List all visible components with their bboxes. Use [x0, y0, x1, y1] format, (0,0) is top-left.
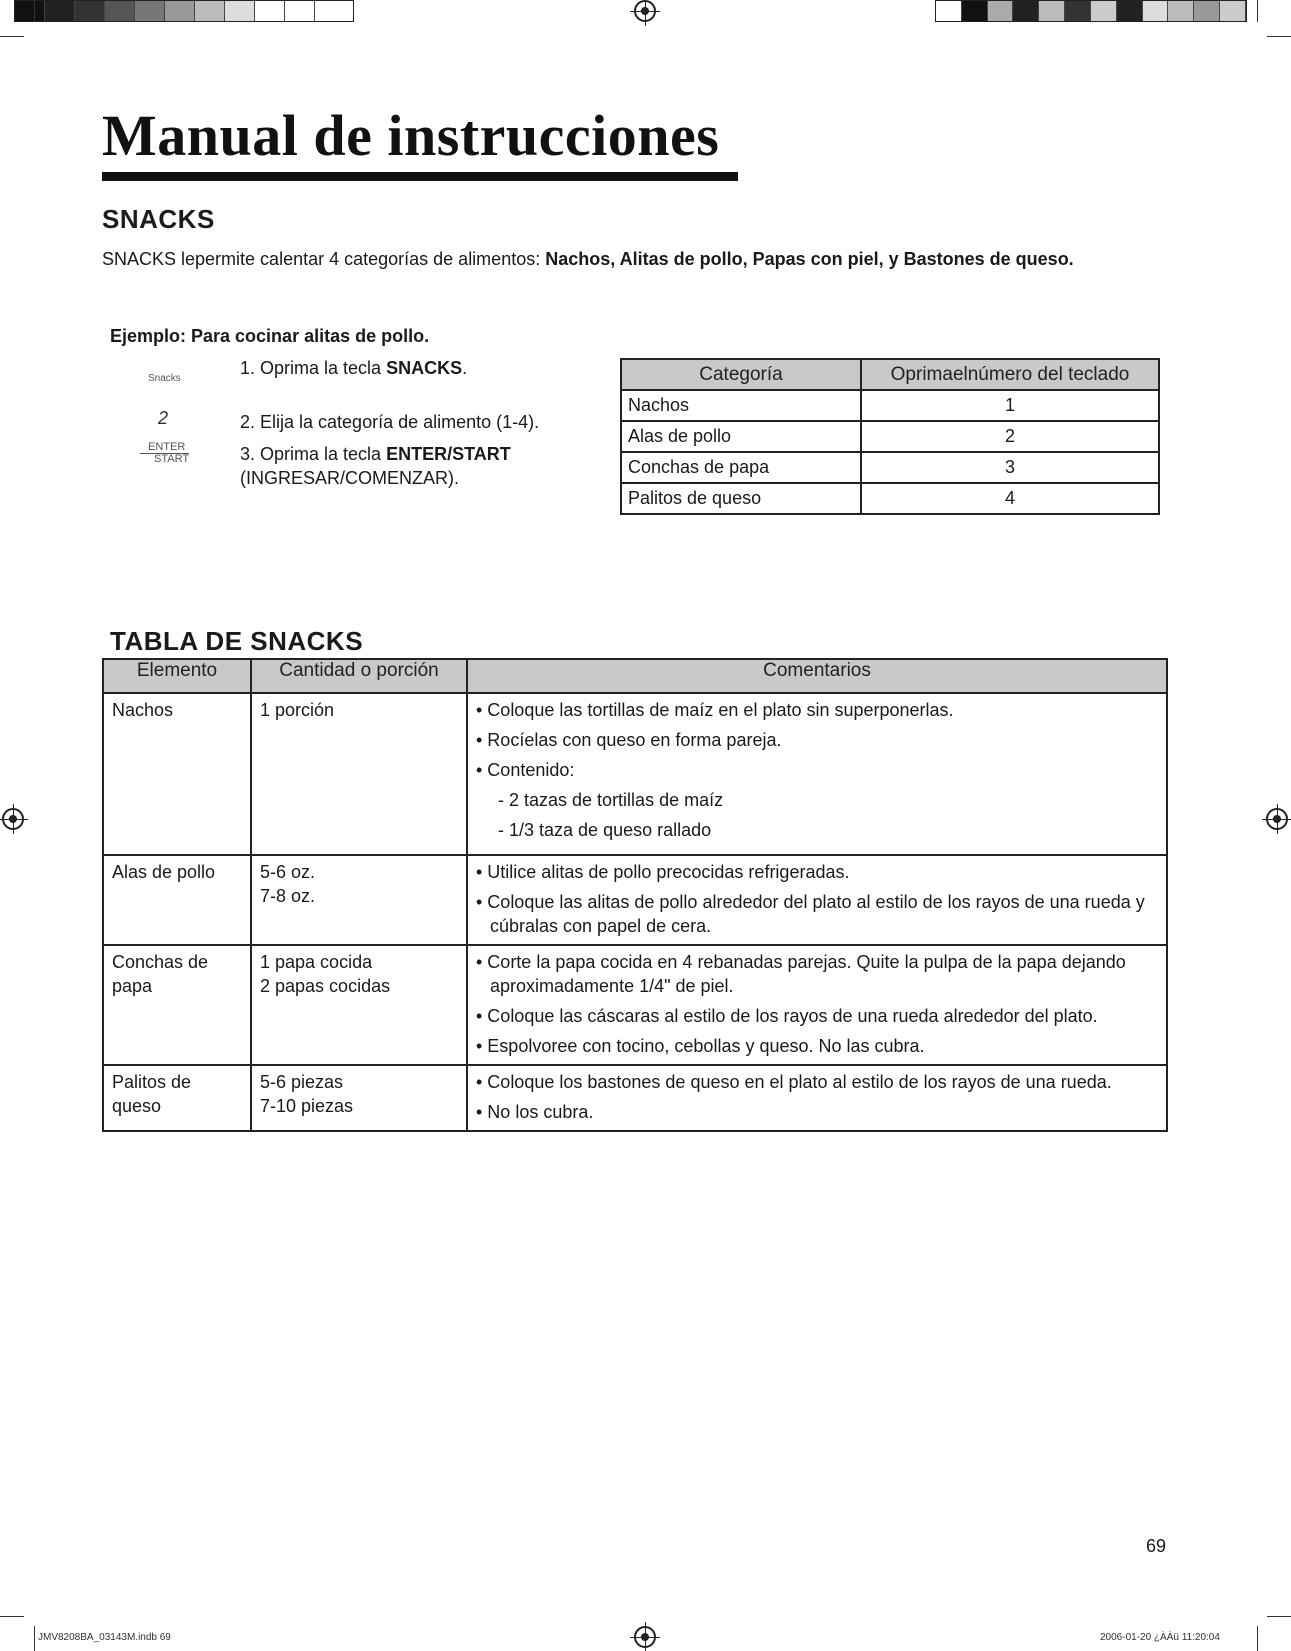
comment-line: • Coloque los bastones de queso en el plato al estilo de los rayos de una rueda.: [476, 1072, 1112, 1092]
table-row: [103, 693, 1167, 855]
table-row: [103, 945, 1167, 1065]
quantity-cell: [251, 693, 467, 855]
start-key-label: START: [154, 453, 190, 465]
category-table: [620, 358, 1160, 515]
crop-mark: [1267, 36, 1291, 37]
crop-mark: [0, 36, 24, 37]
category-name: Alas de pollo: [621, 421, 861, 452]
snacks-key-icon: Snacks: [148, 373, 181, 384]
crop-mark: [34, 1626, 35, 1651]
quantity-line: 5-6 oz.: [260, 862, 316, 882]
step-3: [240, 442, 511, 490]
comments-cell: [467, 1065, 1167, 1131]
registration-mark-top: [634, 0, 656, 22]
table-row: [103, 1065, 1167, 1131]
quantity-line: 7-8 oz.: [260, 886, 316, 906]
footer-file-info: JMV8208BA_03143M.indb 69: [38, 1632, 171, 1643]
registration-mark-left: [2, 808, 24, 830]
quantity-cell: [251, 1065, 467, 1131]
snack-table-header: [103, 659, 1167, 693]
quantity-cell: [251, 855, 467, 945]
step-3-text: 3. Oprima la tecla: [240, 444, 387, 464]
category-name: Conchas de papa: [621, 452, 861, 483]
color-bar-left: [14, 0, 354, 22]
number-key-icon: 2: [158, 408, 169, 428]
enter-start-key-icon: [140, 442, 189, 465]
section-heading-tabla-snacks: TABLA DE SNACKS: [110, 626, 364, 656]
category-name: Nachos: [621, 390, 861, 421]
step-3-key: ENTER/START: [386, 444, 511, 464]
comment-line: • Espolvoree con tocino, cebollas y queso. No las cubra.: [476, 1036, 925, 1056]
comment-subline: - 1/3 taza de queso rallado: [498, 820, 712, 840]
category-number: 4: [861, 483, 1159, 514]
comment-line: • Coloque las tortillas de maíz en el plato sin superponerlas.: [476, 700, 954, 720]
comments-cell: [467, 945, 1167, 1065]
quantity-line: 7-10 piezas: [260, 1096, 354, 1116]
comment-line: • No los cubra.: [476, 1102, 594, 1122]
header-numero-teclado: Oprimaelnúmero del teclado: [861, 359, 1159, 390]
category-name: Palitos de queso: [621, 483, 861, 514]
page-title: Manual de instrucciones: [102, 103, 720, 168]
quantity-line: 5-6 piezas: [260, 1072, 344, 1092]
table-row: [621, 452, 1159, 483]
comment-line: • Coloque las alitas de pollo alrededor del plato al estilo de los rayos de una rueda y cúbralas con papel de cera.: [476, 892, 1145, 936]
header-comentarios: Comentarios: [467, 659, 1167, 693]
crop-mark: [0, 1616, 24, 1617]
registration-mark-right: [1266, 808, 1288, 830]
intro-text: SNACKS lepermite calentar 4 categorías de alimentos:: [102, 249, 546, 269]
comment-line: • Rocíelas con queso en forma pareja.: [476, 730, 782, 750]
category-table-header: [621, 359, 1159, 390]
intro-bold-text: Nachos, Alitas de pollo, Papas con piel, y Bastones de queso.: [545, 249, 1074, 269]
table-row: [103, 855, 1167, 945]
table-row: [621, 483, 1159, 514]
crop-mark: [1257, 0, 1258, 22]
step-1: [240, 356, 467, 380]
comment-subline: - 2 tazas de tortillas de maíz: [498, 790, 724, 810]
crop-mark: [1267, 1616, 1291, 1617]
section-heading-snacks: SNACKS: [102, 204, 215, 234]
snack-table: [102, 658, 1168, 1132]
item-cell: Conchas de papa: [103, 945, 251, 1065]
quantity-line: 1 porción: [260, 700, 335, 720]
crop-mark: [34, 0, 35, 22]
example-heading: Ejemplo: Para cocinar alitas de pollo.: [110, 326, 430, 346]
intro-paragraph: [102, 246, 1162, 272]
step-1-suffix: .: [462, 358, 468, 378]
title-underline: [102, 172, 738, 181]
comments-cell: [467, 693, 1167, 855]
category-number: 3: [861, 452, 1159, 483]
crop-mark: [1257, 1626, 1258, 1651]
color-bar-right: [935, 0, 1247, 22]
header-elemento: Elemento: [103, 659, 251, 693]
registration-mark-bottom: [634, 1626, 656, 1648]
quantity-line: 2 papas cocidas: [260, 976, 391, 996]
item-cell: Palitos de queso: [103, 1065, 251, 1131]
page-number: 69: [1146, 1536, 1167, 1556]
item-cell: Alas de pollo: [103, 855, 251, 945]
enter-key-label: ENTER: [140, 442, 189, 454]
header-categoria: Categoría: [621, 359, 861, 390]
comment-line: • Utilice alitas de pollo precocidas refrigeradas.: [476, 862, 850, 882]
comment-line: • Contenido:: [476, 760, 575, 780]
quantity-cell: [251, 945, 467, 1065]
comment-line: • Corte la papa cocida en 4 rebanadas parejas. Quite la pulpa de la papa dejando aproximadamente 1/4" de piel.: [476, 952, 1126, 996]
step-1-text: 1. Oprima la tecla: [240, 358, 387, 378]
item-cell: Nachos: [103, 693, 251, 855]
table-row: [621, 421, 1159, 452]
comment-line: • Coloque las cáscaras al estilo de los rayos de una rueda alrededor del plato.: [476, 1006, 1098, 1026]
table-row: [621, 390, 1159, 421]
step-1-key: SNACKS: [386, 358, 463, 378]
category-number: 2: [861, 421, 1159, 452]
quantity-line: 1 papa cocida: [260, 952, 373, 972]
header-cantidad: Cantidad o porción: [251, 659, 467, 693]
step-2-text: 2. Elija la categoría de alimento (1-4).: [240, 412, 540, 432]
comments-cell: [467, 855, 1167, 945]
step-2: [240, 410, 539, 434]
category-number: 1: [861, 390, 1159, 421]
footer-timestamp: 2006-01-20 ¿ÀÀü 11:20:04: [1100, 1632, 1220, 1643]
step-3-suffix: (INGRESAR/COMENZAR).: [240, 468, 460, 488]
